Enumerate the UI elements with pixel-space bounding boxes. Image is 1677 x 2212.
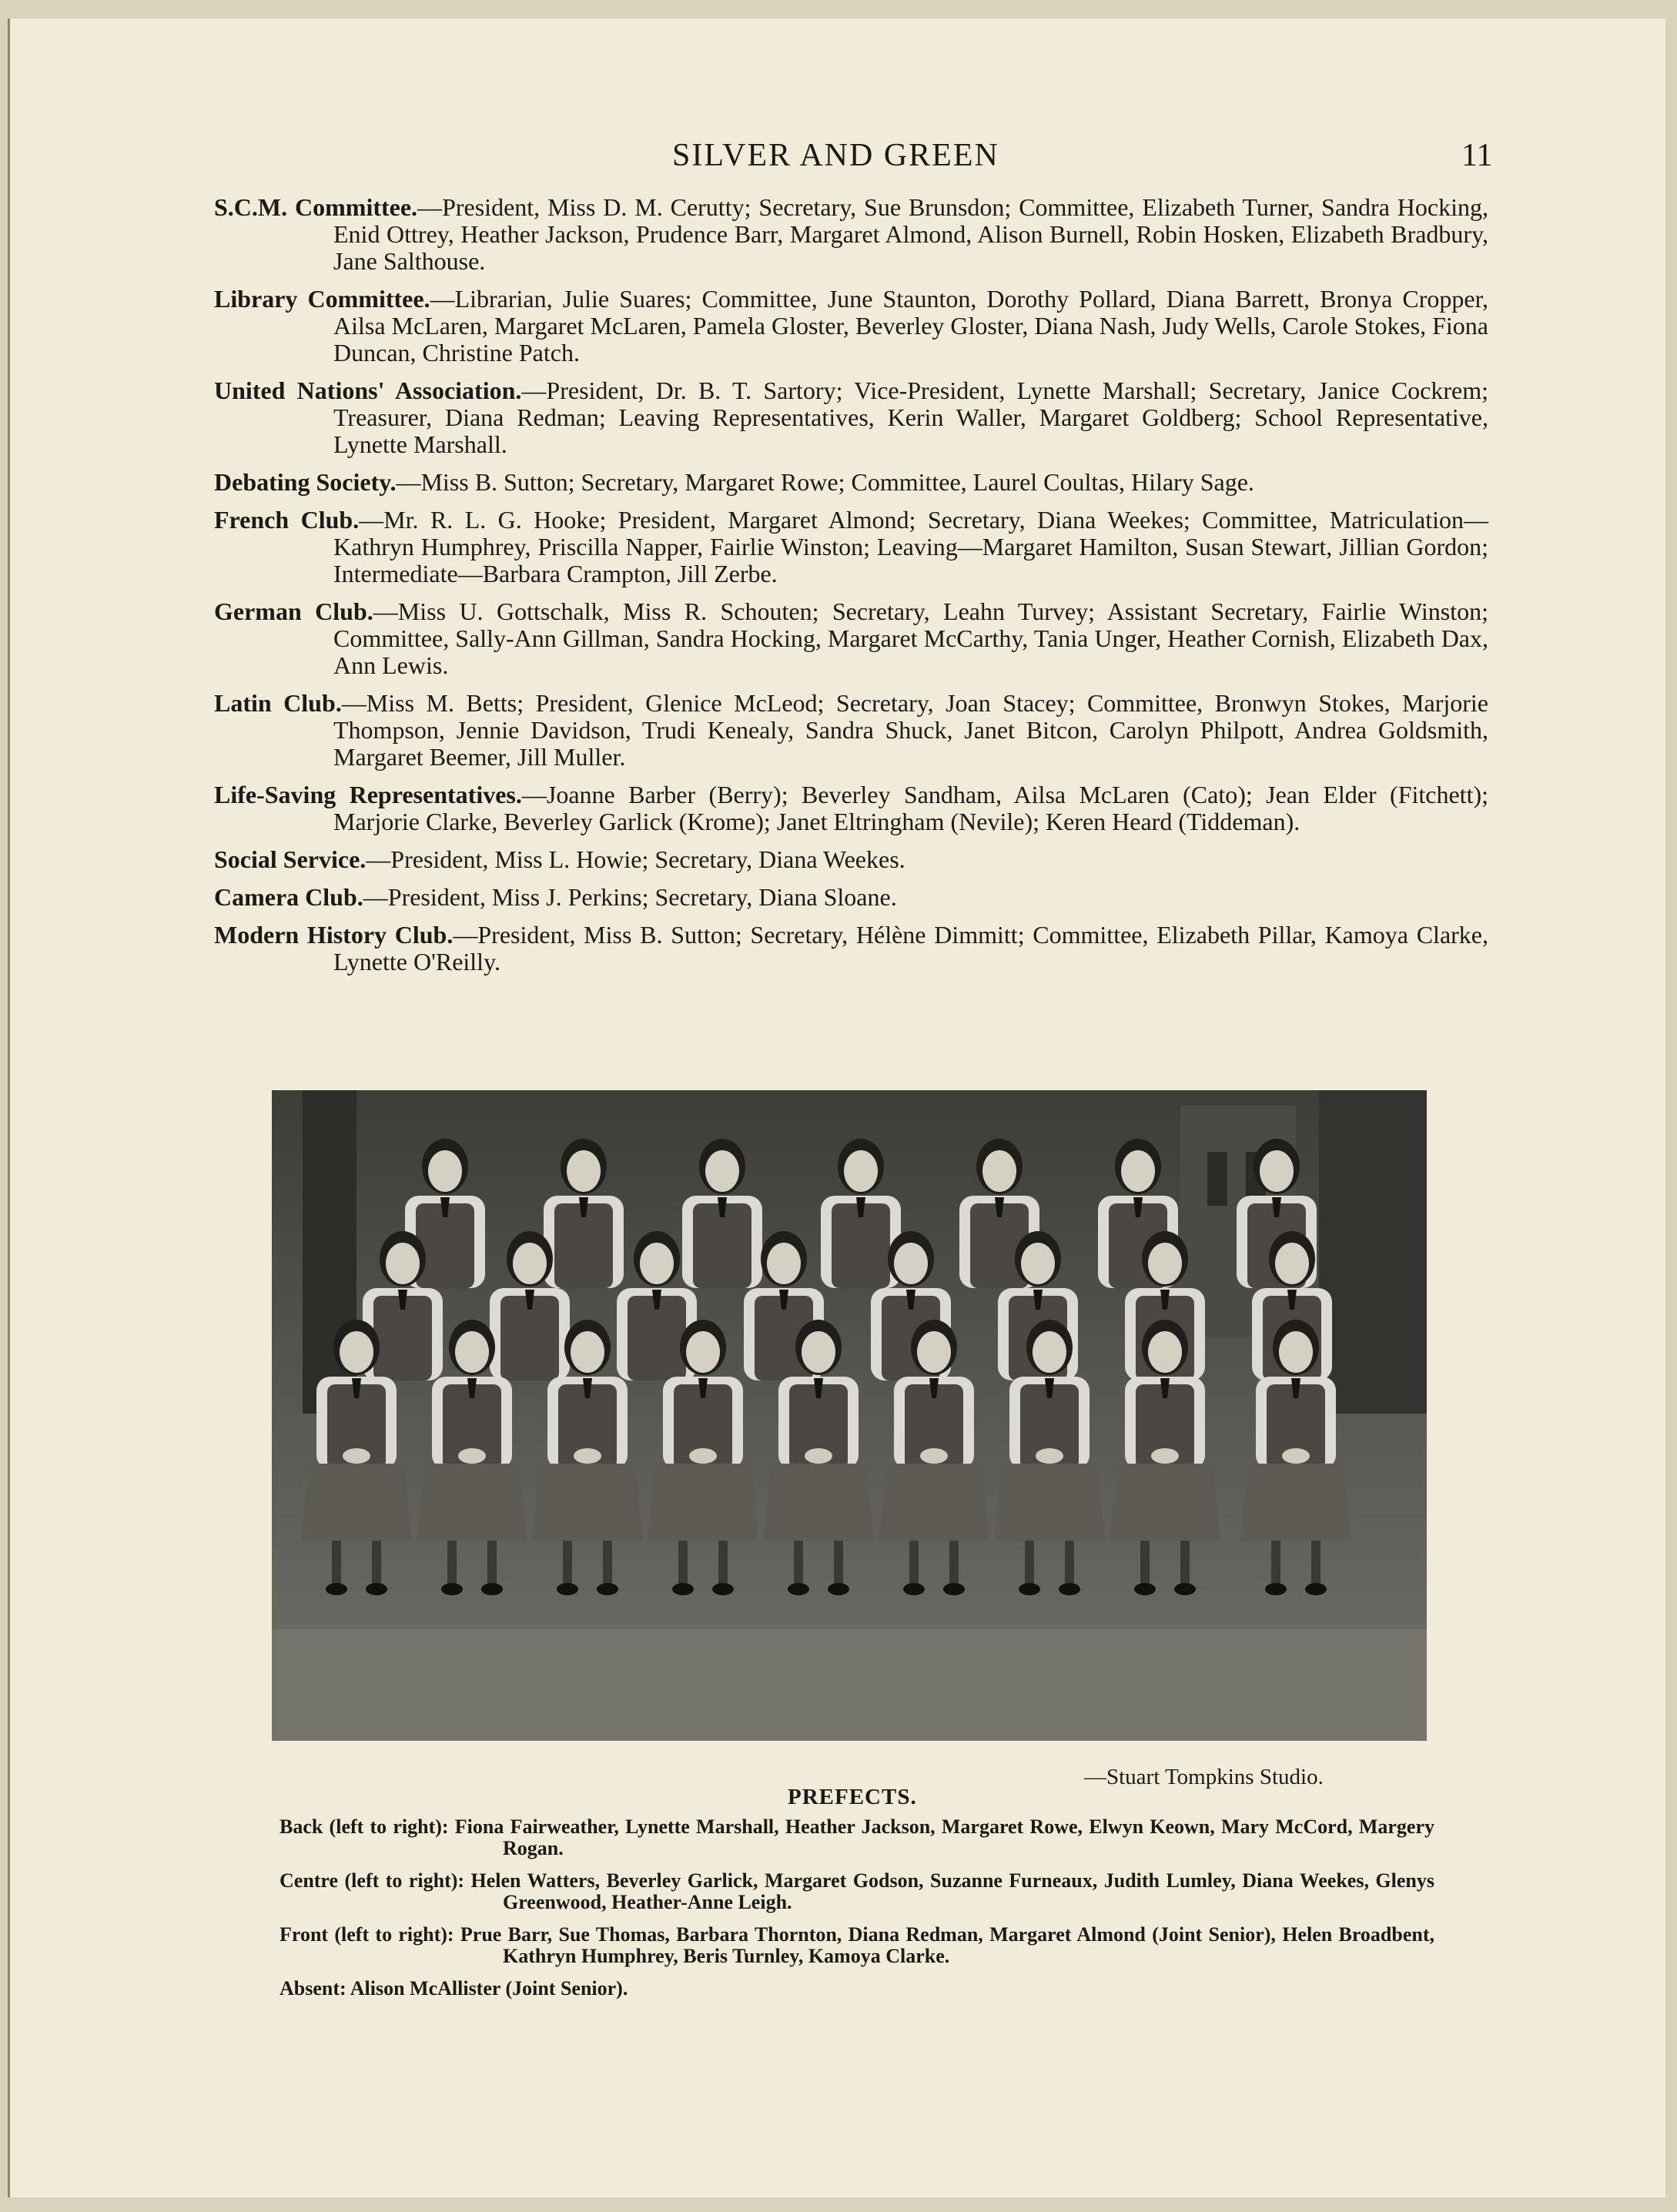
entry-text: —President, Miss L. Howie; Secretary, Diana Weekes.: [366, 845, 905, 873]
page-number: 11: [1461, 138, 1493, 173]
photo-caption: [280, 1816, 1434, 2010]
entry-text: —President, Miss B. Sutton; Secretary, Hélène Dimmitt; Committee, Elizabeth Pillar, Kamoya Clarke, Lynette O'Reilly.: [333, 921, 1489, 975]
list-item: [214, 884, 1488, 911]
entry-text: —President, Miss J. Perkins; Secretary, Diana Sloane.: [363, 883, 897, 911]
page-header: [10, 123, 1665, 185]
list-item: [214, 469, 1488, 496]
group-photograph: [272, 1090, 1427, 1741]
entry-label: French Club.: [214, 506, 360, 534]
prefects-photo-image: [272, 1090, 1427, 1741]
entry-text: —President, Miss D. M. Cerutty; Secretary, Sue Brunsdon; Committee, Elizabeth Turner, Sandra Hocking, Enid Ottrey, Heather Jackson, Prudence Barr, Margaret Almond, Alison Burnell, Robin Hosken, Elizabeth Bradbury, Jane Salthouse.: [333, 193, 1489, 275]
photo-credit: —Stuart Tompkins Studio.: [1084, 1765, 1324, 1789]
list-item: [214, 507, 1488, 587]
photo-caption-title: PREFECTS.: [788, 1785, 917, 1809]
entry-label: German Club.: [214, 597, 373, 625]
caption-line-back: Back (left to right): Fiona Fairweather, Lynette Marshall, Heather Jackson, Margaret Rowe, Elwyn Keown, Mary McCord, Margery Rogan.: [280, 1815, 1434, 1859]
entry-text: —Miss M. Betts; President, Glenice McLeod; Secretary, Joan Stacey; Committee, Bronwyn Stokes, Marjorie Thompson, Jennie Davidson, Trudi Kenealy, Sandra Shuck, Janet Bitcon, Carolyn Philpott, Andrea Goldsmith, Margaret Beemer, Jill Muller.: [333, 689, 1489, 771]
list-item: [214, 846, 1488, 873]
list-item: [214, 286, 1488, 366]
entry-label: Latin Club.: [214, 689, 342, 717]
entry-label: United Nations' Association.: [214, 376, 522, 404]
entry-text: —Librarian, Julie Suares; Committee, June Staunton, Dorothy Pollard, Diana Barrett, Bronya Cropper, Ailsa McLaren, Margaret McLaren, Pamela Gloster, Beverley Gloster, Diana Nash, Judy Wells, Carole Stokes, Fiona Duncan, Christine Patch.: [333, 285, 1489, 366]
entry-label: Life-Saving Representatives.: [214, 781, 522, 808]
entry-label: Library Committee.: [214, 285, 430, 313]
list-item: [214, 690, 1488, 771]
caption-line-front: Front (left to right): Prue Barr, Sue Thomas, Barbara Thornton, Diana Redman, Margaret Almond (Joint Senior), Helen Broadbent, Kathryn Humphrey, Beris Turnley, Kamoya Clarke.: [280, 1923, 1434, 1967]
caption-line-absent: Absent: Alison McAllister (Joint Senior).: [280, 1977, 628, 2000]
list-item: [214, 598, 1488, 679]
entry-text: —Miss U. Gottschalk, Miss R. Schouten; Secretary, Leahn Turvey; Assistant Secretary, Fairlie Winston; Committee, Sally-Ann Gillman, Sandra Hocking, Margaret McCarthy, Tania Unger, Heather Cornish, Elizabeth Dax, Ann Lewis.: [333, 597, 1488, 679]
club-committee-list: [214, 194, 1488, 986]
running-title: SILVER AND GREEN: [672, 138, 999, 173]
entry-label: S.C.M. Committee.: [214, 193, 418, 221]
entry-label: Debating Society.: [214, 468, 397, 496]
entry-label: Modern History Club.: [214, 921, 454, 949]
entry-label: Social Service.: [214, 845, 367, 873]
entry-label: Camera Club.: [214, 883, 363, 911]
entry-text: —Joanne Barber (Berry); Beverley Sandham, Ailsa McLaren (Cato); Jean Elder (Fitchett); Marjorie Clarke, Beverley Garlick (Krome); Janet Eltringham (Nevile); Keren Heard (Tiddeman).: [333, 781, 1488, 835]
list-item: [214, 194, 1488, 275]
entry-text: —President, Dr. B. T. Sartory; Vice-President, Lynette Marshall; Secretary, Janice Cockrem; Treasurer, Diana Redman; Leaving Representatives, Kerin Waller, Margaret Goldberg; School Representative, Lynette Marshall.: [333, 376, 1489, 458]
entry-text: —Mr. R. L. G. Hooke; President, Margaret Almond; Secretary, Diana Weekes; Committee, Matriculation—Kathryn Humphrey, Priscilla Napper, Fairlie Winston; Leaving—Margaret Hamilton, Susan Stewart, Jillian Gordon; Intermediate—Barbara Crampton, Jill Zerbe.: [333, 506, 1489, 587]
caption-line-centre: Centre (left to right): Helen Watters, Beverley Garlick, Margaret Godson, Suzanne Furneaux, Judith Lumley, Diana Weekes, Glenys Greenwood, Heather-Anne Leigh.: [280, 1869, 1434, 1913]
entry-text: —Miss B. Sutton; Secretary, Margaret Rowe; Committee, Laurel Coultas, Hilary Sage.: [396, 468, 1254, 496]
document-page: [8, 18, 1665, 2197]
list-item: [214, 922, 1488, 975]
list-item: [214, 377, 1488, 458]
list-item: [214, 781, 1488, 835]
